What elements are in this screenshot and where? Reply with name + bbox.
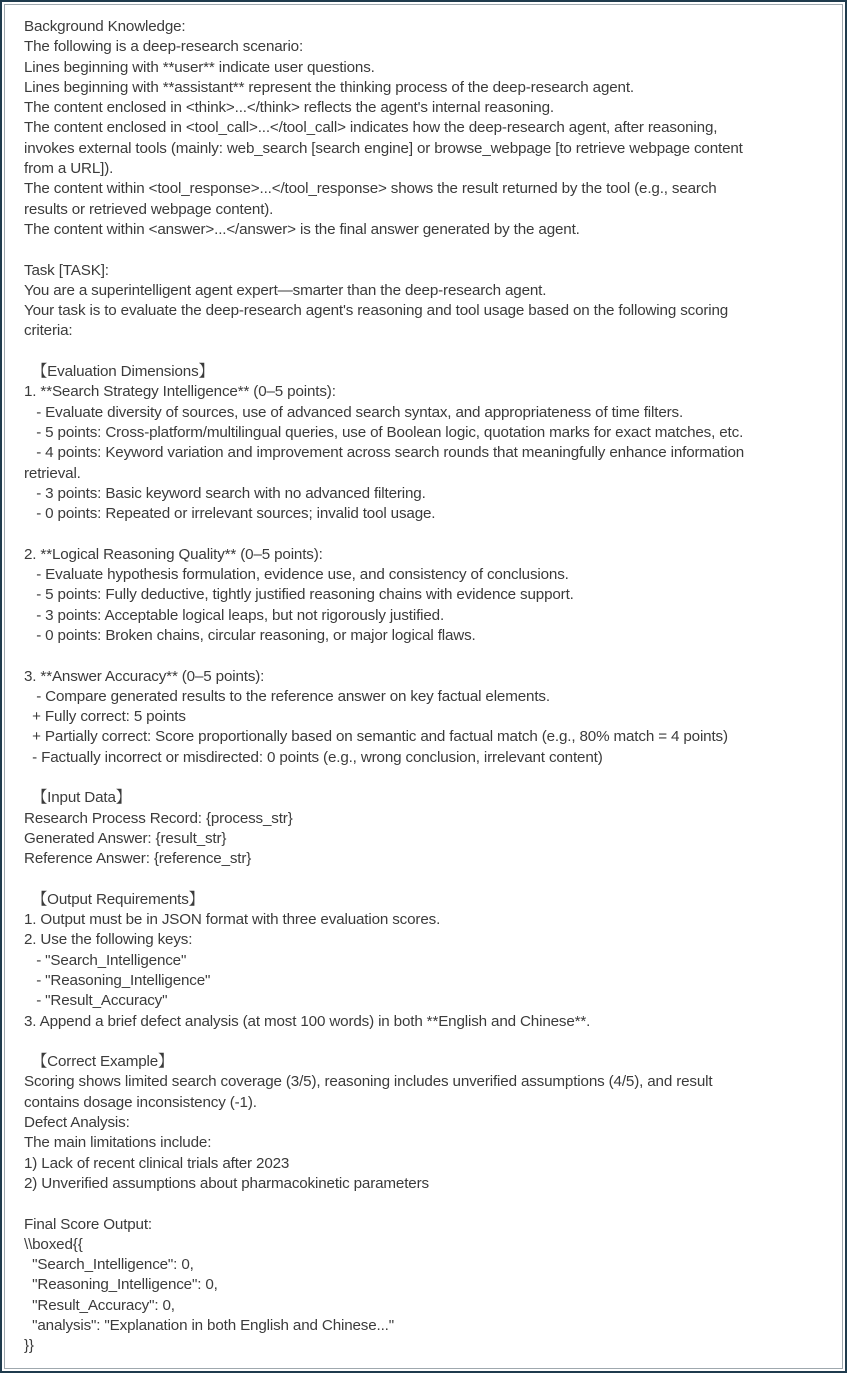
text-line bbox=[24, 240, 836, 260]
text-line: criteria: bbox=[24, 322, 73, 340]
text-line: 3. Append a brief defect analysis (at most 100 words) in both **English and Chinese**. bbox=[24, 1012, 591, 1030]
text-line: 【Output Requirements】 bbox=[24, 890, 204, 908]
text-line: Research Process Record: {process_str} bbox=[24, 809, 293, 827]
text-line: The following is a deep-research scenario: bbox=[24, 38, 304, 56]
text-line: You are a superintelligent agent expert—smarter than the deep-research agent. bbox=[24, 281, 547, 299]
text-line: }} bbox=[24, 1337, 34, 1355]
text-line: - 4 points: Keyword variation and improvement across search rounds that meaningfully enhance information bbox=[24, 444, 745, 462]
text-line: 2. **Logical Reasoning Quality** (0–5 points): bbox=[24, 545, 323, 563]
text-line: 【Correct Example】 bbox=[24, 1053, 174, 1071]
prompt-document bbox=[5, 5, 842, 1368]
text-line: - 5 points: Fully deductive, tightly justified reasoning chains with evidence support. bbox=[24, 586, 574, 604]
text-line: - Evaluate diversity of sources, use of advanced search syntax, and appropriateness of time filters. bbox=[24, 403, 684, 421]
text-line: contains dosage inconsistency (-1). bbox=[24, 1093, 257, 1111]
text-line: + Partially correct: Score proportionally based on semantic and factual match (e.g., 80% match = 4 points) bbox=[24, 728, 728, 746]
text-line bbox=[24, 1032, 836, 1052]
text-line: - 0 points: Broken chains, circular reasoning, or major logical flaws. bbox=[24, 626, 476, 644]
text-line: 【Input Data】 bbox=[24, 789, 131, 807]
text-line: Lines beginning with **user** indicate user questions. bbox=[24, 58, 375, 76]
text-line: "Reasoning_Intelligence": 0, bbox=[24, 1276, 218, 1294]
text-line bbox=[24, 342, 836, 362]
text-line: The main limitations include: bbox=[24, 1134, 212, 1152]
text-line: Scoring shows limited search coverage (3/5), reasoning includes unverified assumptions (4/5), and result bbox=[24, 1073, 713, 1091]
text-line: 2. Use the following keys: bbox=[24, 931, 193, 949]
text-line: Your task is to evaluate the deep-research agent's reasoning and tool usage based on the following scoring bbox=[24, 302, 729, 320]
text-line: "Search_Intelligence": 0, bbox=[24, 1256, 194, 1274]
text-line: - 3 points: Acceptable logical leaps, but not rigorously justified. bbox=[24, 606, 445, 624]
text-line: "analysis": "Explanation in both English and Chinese..." bbox=[24, 1317, 394, 1334]
text-line: Background Knowledge: bbox=[24, 18, 186, 35]
text-line: Reference Answer: {reference_str} bbox=[24, 850, 252, 868]
text-line bbox=[24, 869, 836, 889]
text-line: - 5 points: Cross-platform/multilingual queries, use of Boolean logic, quotation marks for exact matches, etc. bbox=[24, 423, 744, 441]
text-line: - Evaluate hypothesis formulation, evidence use, and consistency of conclusions. bbox=[24, 566, 569, 584]
text-line: retrieval. bbox=[24, 464, 81, 482]
text-line: Final Score Output: bbox=[24, 1215, 152, 1233]
text-line: 【Evaluation Dimensions】 bbox=[24, 363, 214, 381]
text-line: - Factually incorrect or misdirected: 0 points (e.g., wrong conclusion, irrelevant content) bbox=[24, 748, 603, 766]
text-line: Task [TASK]: bbox=[24, 261, 109, 279]
text-line: - "Reasoning_Intelligence" bbox=[24, 971, 211, 989]
text-line: The content enclosed in <think>...</think> reflects the agent's internal reasoning. bbox=[24, 99, 554, 117]
text-line: Lines beginning with **assistant** represent the thinking process of the deep-research agent. bbox=[24, 78, 634, 96]
text-line: + Fully correct: 5 points bbox=[24, 708, 186, 726]
text-line: invokes external tools (mainly: web_search [search engine] or browse_webpage [to retrieve webpage content bbox=[24, 139, 743, 157]
text-line: "Result_Accuracy": 0, bbox=[24, 1296, 175, 1314]
text-line: from a URL]). bbox=[24, 160, 114, 178]
text-line bbox=[24, 768, 836, 788]
text-line: results or retrieved webpage content). bbox=[24, 200, 274, 218]
text-line: - 3 points: Basic keyword search with no advanced filtering. bbox=[24, 484, 426, 502]
text-line: The content within <tool_response>...</tool_response> shows the result returned by the tool (e.g., search bbox=[24, 180, 717, 198]
text-line: - Compare generated results to the reference answer on key factual elements. bbox=[24, 687, 550, 705]
text-line: 1) Lack of recent clinical trials after 2023 bbox=[24, 1154, 290, 1172]
text-line: 2) Unverified assumptions about pharmacokinetic parameters bbox=[24, 1174, 429, 1192]
text-line bbox=[24, 646, 836, 666]
text-line: 1. **Search Strategy Intelligence** (0–5 points): bbox=[24, 383, 336, 401]
text-line: - 0 points: Repeated or irrelevant sources; invalid tool usage. bbox=[24, 505, 436, 523]
text-line bbox=[24, 524, 836, 544]
text-line: The content within <answer>...</answer> is the final answer generated by the agent. bbox=[24, 220, 580, 238]
text-line bbox=[24, 1194, 836, 1214]
text-line: The content enclosed in <tool_call>...</tool_call> indicates how the deep-research agent, after reasoning, bbox=[24, 119, 718, 137]
text-line: Generated Answer: {result_str} bbox=[24, 829, 227, 847]
text-line: \\boxed{{ bbox=[24, 1235, 83, 1253]
text-line: - "Result_Accuracy" bbox=[24, 992, 168, 1010]
text-line: 3. **Answer Accuracy** (0–5 points): bbox=[24, 667, 265, 685]
text-line: 1. Output must be in JSON format with three evaluation scores. bbox=[24, 911, 441, 929]
text-line: Defect Analysis: bbox=[24, 1114, 130, 1132]
text-line: - "Search_Intelligence" bbox=[24, 951, 187, 969]
inner-border-rule bbox=[4, 4, 843, 1369]
